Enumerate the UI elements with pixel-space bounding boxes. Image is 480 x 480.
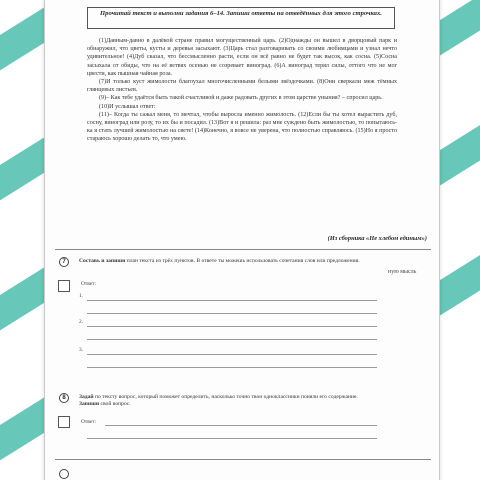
question-number-8: 8 [59, 393, 69, 403]
question-number-7: 7 [59, 257, 69, 267]
answer-label-7: Ответ: [81, 281, 97, 287]
answer-line[interactable] [87, 367, 377, 368]
question-7-text [79, 258, 379, 265]
task-instruction-box [87, 7, 395, 29]
answer-line[interactable] [87, 438, 377, 439]
plan-item-3: 3. [79, 347, 84, 353]
text-paragraph: (11)– Когда ты сажал меня, то мечтал, чтобы выросла именно жимолость. (12)Если бы ты хотел вырастить дуб, сосну, виноград или розу, то их бы и посадил. (13)Вот я и решила: раз мне суждено быть жимолостью, то попытаюсь-ка я стать лучшей жимолостью на свете! (14)Конечно, я вовсе не уверена, что полностью справляюсь. (15)Но я просто стараюсь хорошо делать то, что умею. [87, 111, 397, 143]
plan-item-1: 1. [79, 293, 84, 299]
score-checkbox-7[interactable] [58, 280, 70, 292]
worksheet-page [44, 0, 440, 480]
question-8-verb-2: Запиши [79, 401, 100, 408]
question-8-body-2: свой вопрос. [99, 401, 131, 408]
plan-item-2: 2. [79, 319, 84, 325]
question-8-body: по тексту вопрос, который поможет определить, насколько точно твои одноклассники поняли его содержание. [93, 394, 358, 400]
text-paragraph: (9)– Как тебе удаётся быть такой счастливой и даже радовать других в этом царстве уныния? – спросил царь. [99, 95, 383, 102]
adjacent-page-text: ную мысль [388, 269, 417, 275]
answer-label-8: Ответ: [81, 419, 97, 425]
question-number-next [59, 469, 69, 479]
question-8-text [79, 394, 379, 408]
answer-line[interactable] [105, 425, 377, 426]
answer-line[interactable] [87, 354, 377, 355]
score-checkbox-8[interactable] [58, 416, 70, 428]
section-divider [55, 249, 431, 250]
question-7-verb: Составь и запиши [79, 258, 126, 264]
question-8-verb: Задай [79, 394, 94, 400]
text-paragraph: (7)И только куст жимолости благоухал многочисленными белыми звёздочками. (8)Они сверкали меж тёмных глянцевых листьев. [87, 79, 397, 94]
text-paragraph: (10)И услышал ответ: [99, 103, 156, 110]
text-paragraph: (1)Давным-давно в далёкой стране правил могущественный царь. (2)Однажды он вышел в дворцовый парк и обнаружил, что цветы, кусты и деревья засыхают. (3)Царь стал разговаривать со своими любимцами и узнал нечто удивительное! (4)Дуб сказал, что бессмысленно расти, если он всё равно не будет так высок, как сосна. (5)Сосна засыхала от обиды, что на её ветвях осенью не созревает виноград. (6)А виноград терял силы, оттого что не мог цвести, как пышная чайная роза. [87, 38, 397, 77]
answer-line[interactable] [87, 300, 377, 301]
answer-line[interactable] [87, 339, 377, 340]
text-source: (Из сборника «Не хлебом единым») [327, 235, 427, 242]
answer-line[interactable] [87, 326, 377, 327]
question-7-body: план текста из трёх пунктов. В ответе ты можешь использовать сочетания слов или предложения. [125, 258, 360, 264]
answer-line[interactable] [87, 313, 377, 314]
reading-text [87, 37, 397, 144]
task-instruction: Прочитай текст и выполни задания 6–14. Запиши ответы на отведённых для этого строчках. [100, 10, 382, 17]
section-divider [55, 459, 431, 460]
